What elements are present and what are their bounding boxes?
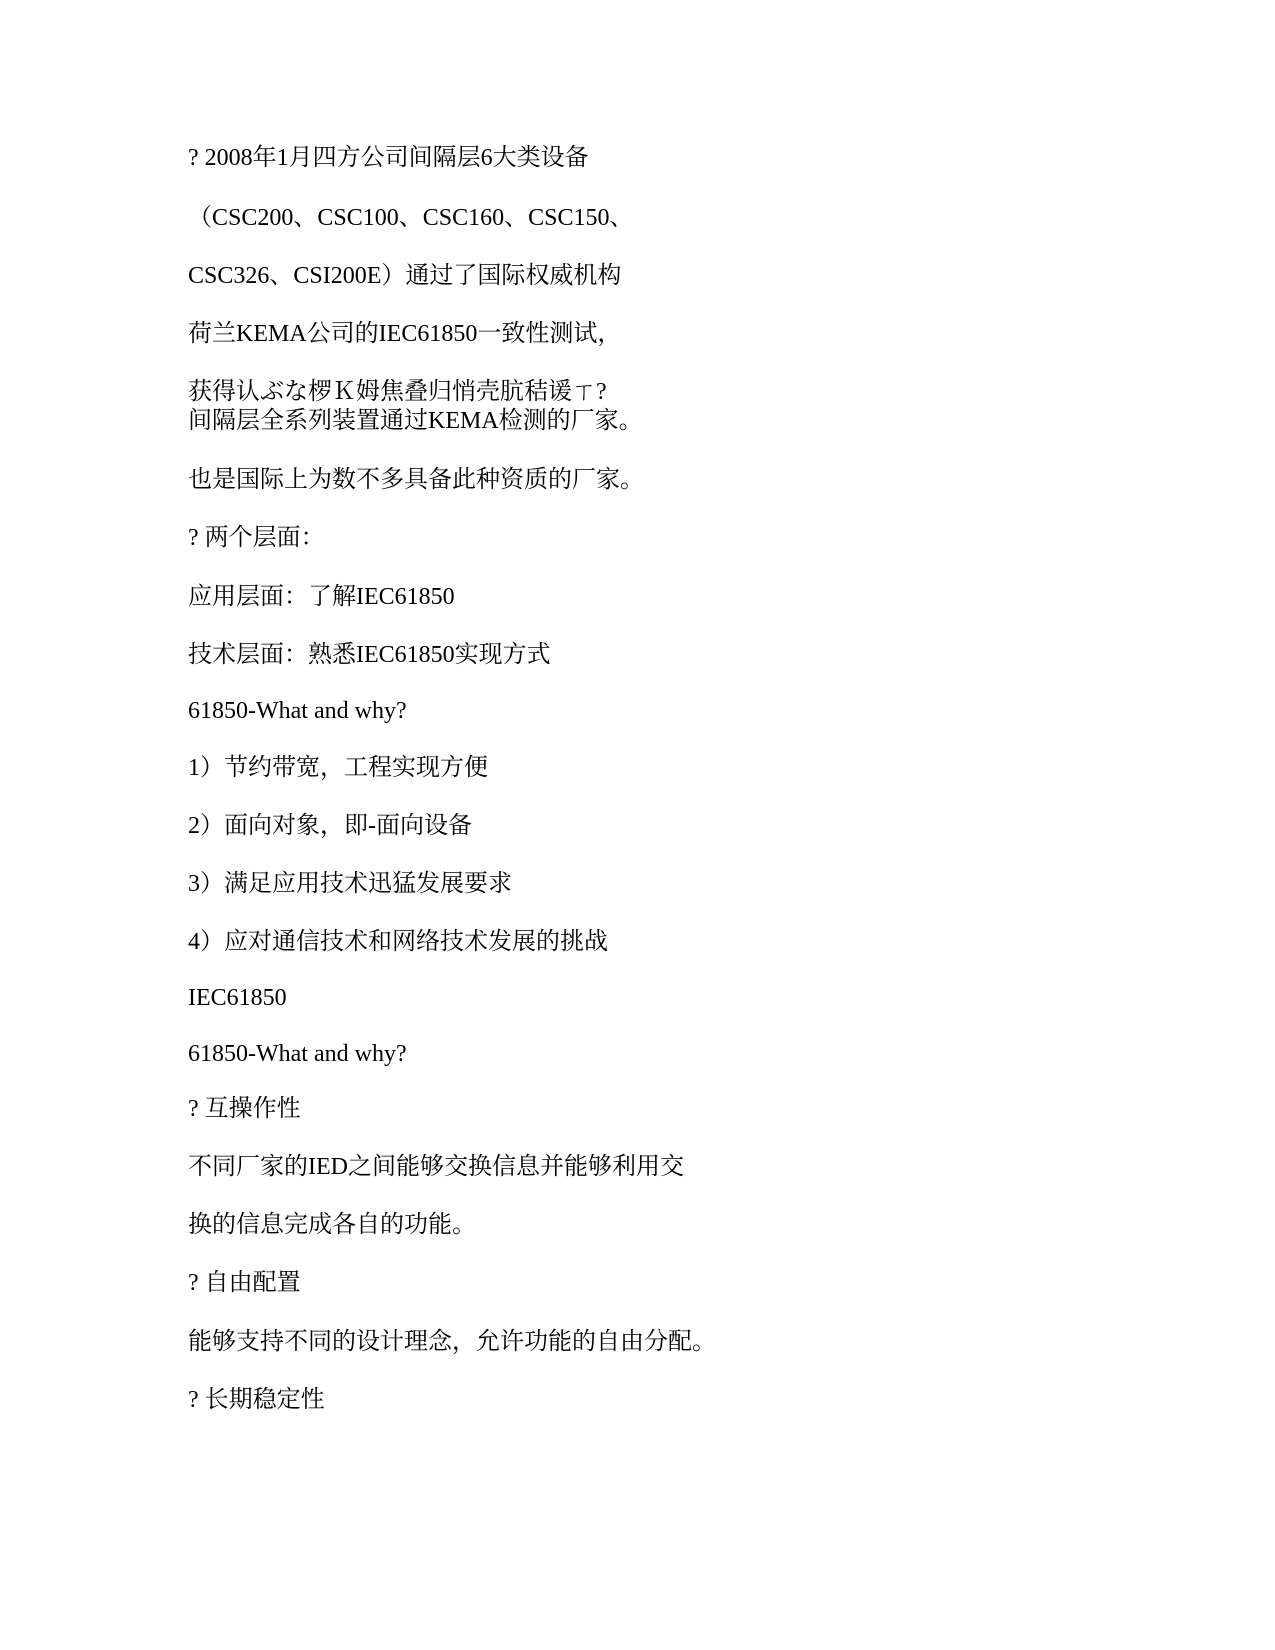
text-line: 获得认ぶな椤Ｋ姆焦叠归悄壳肮秸谖ㄒ? <box>188 379 607 405</box>
text-line: 换的信息完成各自的功能。 <box>188 1212 476 1238</box>
list-item: 2）面向对象，即-面向设备 <box>188 813 472 839</box>
section-heading: 61850-What and why? <box>188 698 407 724</box>
text-line: 技术层面：熟悉IEC61850实现方式 <box>188 642 551 668</box>
section-bullet: ? 互操作性 <box>188 1096 301 1122</box>
text-line: ? 2008年1月四方公司间隔层6大类设备 <box>188 145 589 171</box>
text-line: 不同厂家的IED之间能够交换信息并能够利用交 <box>188 1154 684 1180</box>
text-line: CSC326、CSI200E）通过了国际权威机构 <box>188 263 622 289</box>
text-line: （CSC200、CSC100、CSC160、CSC150、 <box>188 205 634 231</box>
text-line: 也是国际上为数不多具备此种资质的厂家。 <box>188 467 644 493</box>
section-bullet: ? 长期稳定性 <box>188 1387 325 1413</box>
section-bullet: ? 两个层面： <box>188 525 325 551</box>
text-line: 间隔层全系列装置通过KEMA检测的厂家。 <box>188 408 643 434</box>
text-line: 能够支持不同的设计理念，允许功能的自由分配。 <box>188 1329 716 1355</box>
section-heading: 61850-What and why? <box>188 1041 407 1067</box>
section-heading: IEC61850 <box>188 985 287 1011</box>
list-item: 3）满足应用技术迅猛发展要求 <box>188 871 512 897</box>
text-line: 荷兰KEMA公司的IEC61850一致性测试， <box>188 321 622 347</box>
text-line: 应用层面：了解IEC61850 <box>188 584 455 610</box>
list-item: 4）应对通信技术和网络技术发展的挑战 <box>188 929 608 955</box>
list-item: 1）节约带宽，工程实现方便 <box>188 755 488 781</box>
section-bullet: ? 自由配置 <box>188 1270 301 1296</box>
